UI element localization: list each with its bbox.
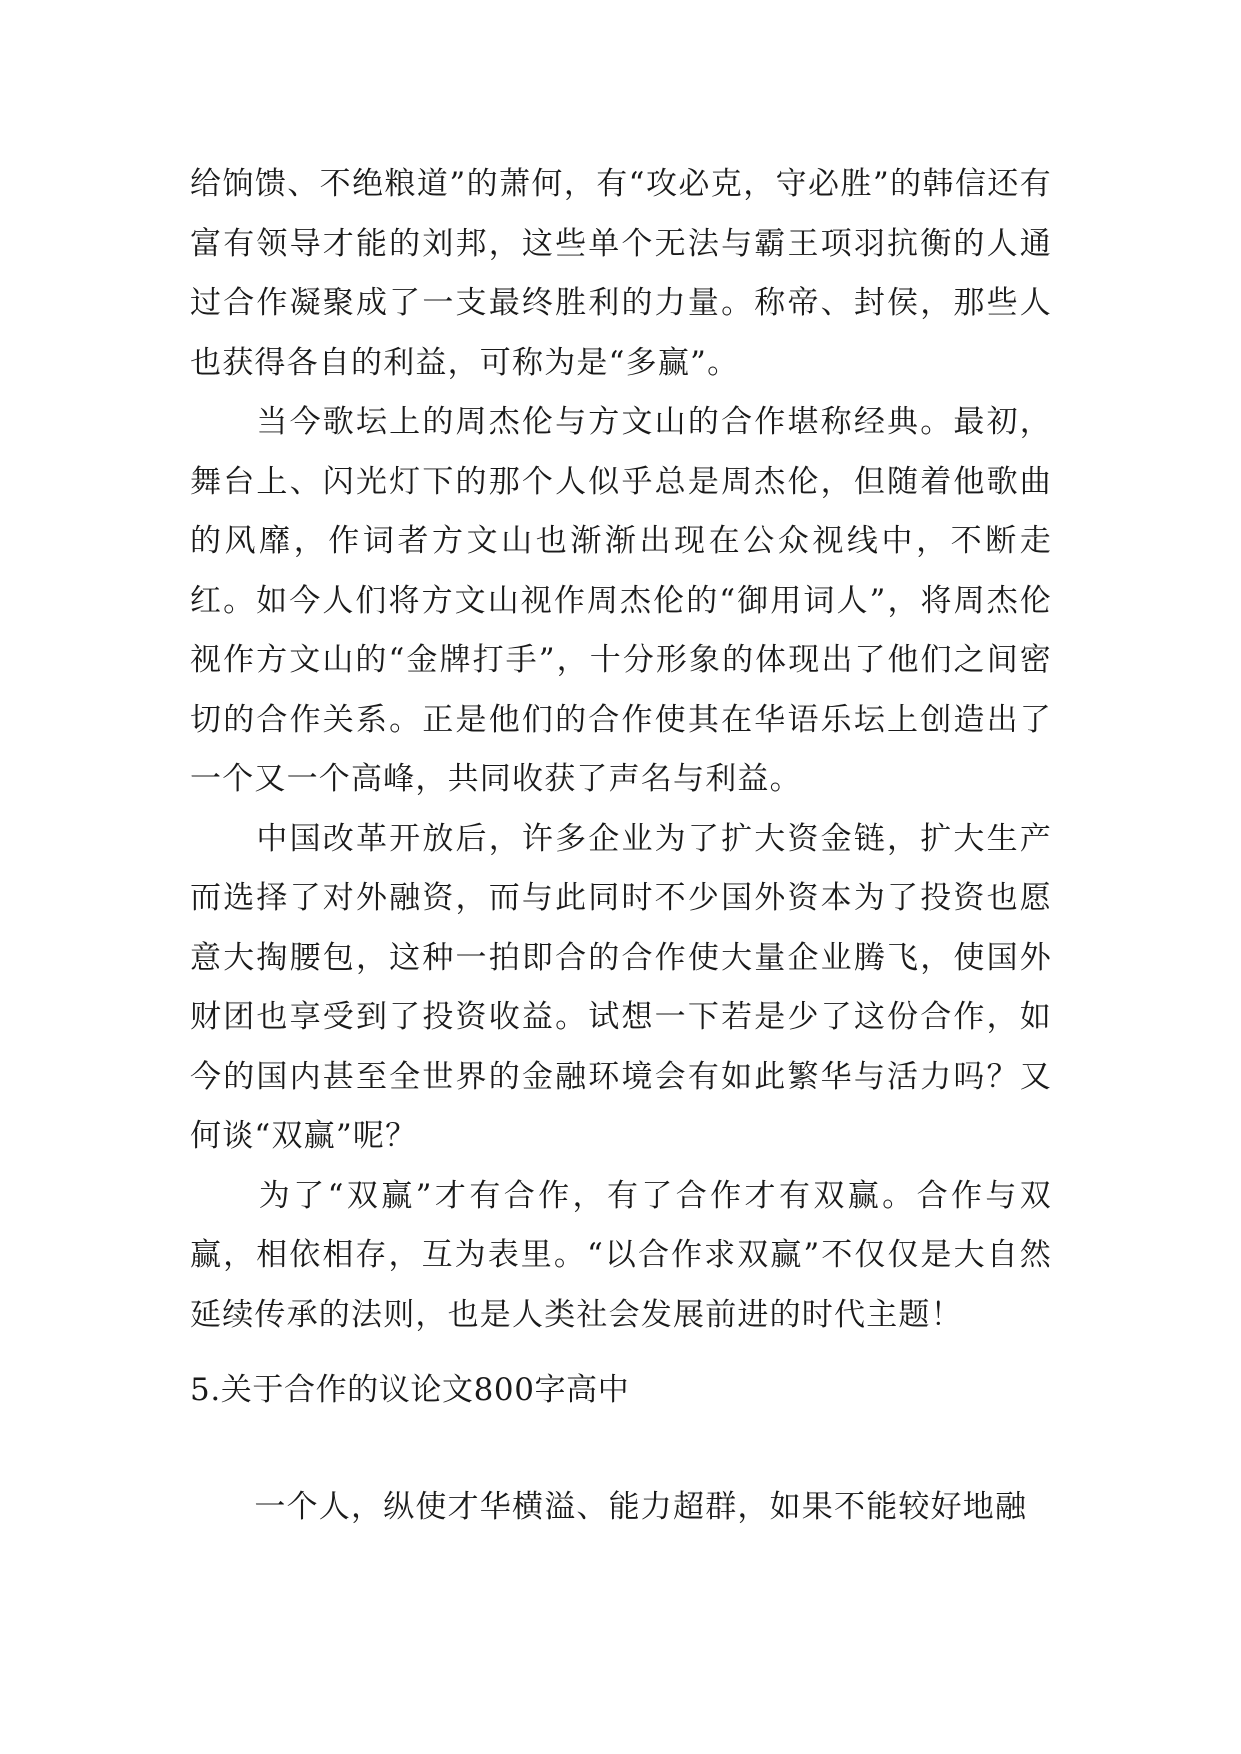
paragraph-opening: 一个人，纵使才华横溢、能力超群，如果不能较好地融 xyxy=(190,1489,1028,1525)
paragraph-reform-and-opening: 中国改革开放后，许多企业为了扩大资金链，扩大生产而选择了对外融资，而与此同时不少国外资本为了投资也愿意大掏腰包，这种一拍即合的合作使大量企业腾飞，使国外财团也享受到了投资收益。试想一下若是少了这份合作，如今的国内甚至全世界的金融环境会有如此繁华与活力吗？又何谈“双赢”呢？ xyxy=(190,820,1052,1154)
paragraph-conclusion: 为了“双赢”才有合作，有了合作才有双赢。合作与双赢，相依相存，互为表里。“以合作求双赢”不仅仅是大自然延续传承的法则，也是人类社会发展前进的时代主题！ xyxy=(190,1177,1052,1333)
paragraph-jay-chou-vincent-fang: 当今歌坛上的周杰伦与方文山的合作堪称经典。最初，舞台上、闪光灯下的那个人似乎总是周杰伦，但随着他歌曲的风靡，作词者方文山也渐渐出现在公众视线中，不断走红。如今人们将方文山视作周杰伦的“御用词人”，将周杰伦视作方文山的“金牌打手”，十分形象的体现出了他们之间密切的合作关系。正是他们的合作使其在华语乐坛上创造出了一个又一个高峰，共同收获了声名与利益。 xyxy=(190,404,1052,797)
paragraph-xiao-he-han-xin-liu-bang: 给饷馈、不绝粮道”的萧何，有“攻必克，守必胜”的韩信还有富有领导才能的刘邦，这些单个无法与霸王项羽抗衡的人通过合作凝聚成了一支最终胜利的力量。称帝、封侯，那些人也获得各自的利益，可称为是“多赢”。 xyxy=(190,166,1052,381)
section-heading: 5.关于合作的议论文800字高中 xyxy=(190,1372,630,1408)
essay-5-body xyxy=(190,1478,1052,1538)
essay-body-continued xyxy=(190,155,1052,1345)
